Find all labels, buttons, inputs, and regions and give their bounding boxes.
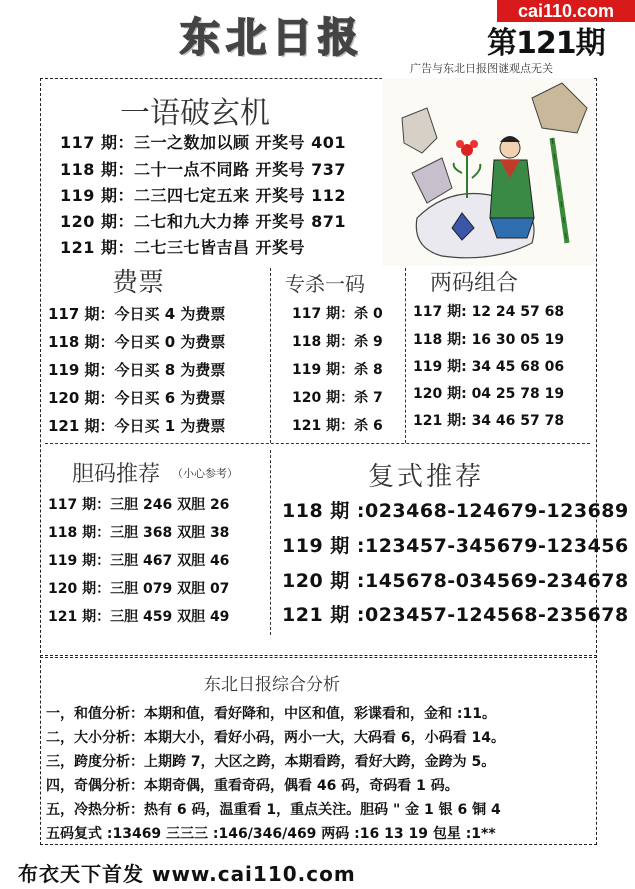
dan-row: 120 期：三胆 079 双胆 07	[48, 581, 230, 597]
dan-row: 119 期：三胆 467 双胆 46	[48, 553, 230, 569]
newspaper-masthead: 东北日报	[180, 14, 364, 61]
pair-row: 120 期: 04 25 78 19	[413, 386, 565, 402]
riddle-row: 120 期：二七和九大力捧 开奖号 871	[60, 212, 347, 231]
ticket-row: 117 期：今日买 4 为费票	[48, 305, 226, 323]
column-divider	[270, 450, 271, 635]
pair-row: 121 期: 34 46 57 78	[413, 413, 565, 429]
fushi-row: 118 期 :023468-124679-123689	[282, 500, 629, 522]
analysis-row: 三，跨度分析：上期跨 7，大区之跨，本期看跨，看好大跨，金跨为 5。	[46, 754, 496, 770]
dan-row: 117 期：三胆 246 双胆 26	[48, 497, 230, 513]
riddle-row: 118 期：二十一点不同路 开奖号 737	[60, 160, 347, 179]
kill-row: 119 期：杀 8	[292, 362, 383, 378]
kill-row: 120 期：杀 7	[292, 390, 383, 406]
analysis-row: 五码复式 :13469 三三三 :146/346/469 两码 :16 13 19 包星 :1**	[46, 826, 496, 842]
pair-row: 118 期: 16 30 05 19	[413, 332, 565, 348]
site-badge[interactable]: cai110.com	[497, 0, 635, 22]
kill-section-title: 专杀一码	[285, 272, 365, 296]
ticket-row: 119 期：今日买 8 为费票	[48, 361, 226, 379]
footer-site-link[interactable]: 布衣天下首发 www.cai110.com	[18, 862, 356, 886]
analysis-row: 五，冷热分析：热有 6 码，温重看 1，重点关注。胆码 " 金 1 银 6 铜 4	[46, 802, 501, 818]
pair-row: 117 期: 12 24 57 68	[413, 304, 565, 320]
ticket-row: 118 期：今日买 0 为费票	[48, 333, 226, 351]
riddle-row: 121 期：二七三七皆吉昌 开奖号	[60, 238, 306, 257]
ticket-section-title: 费票	[112, 268, 165, 298]
fushi-row: 119 期 :123457-345679-123456	[282, 535, 629, 557]
fushi-row: 121 期 :023457-124568-235678	[282, 604, 629, 626]
ticket-row: 120 期：今日买 6 为费票	[48, 389, 226, 407]
kill-row: 117 期：杀 0	[292, 306, 383, 322]
column-divider	[405, 268, 406, 443]
kill-row: 118 期：杀 9	[292, 334, 383, 350]
column-divider	[270, 268, 271, 443]
issue-number: 第121期	[487, 26, 605, 61]
dan-row: 118 期：三胆 368 双胆 38	[48, 525, 230, 541]
pair-section-title: 两码组合	[430, 271, 519, 296]
pair-row: 119 期: 34 45 68 06	[413, 359, 565, 375]
dan-section-title: 胆码推荐	[72, 462, 161, 487]
dan-row: 121 期：三胆 459 双胆 49	[48, 609, 230, 625]
kill-row: 121 期：杀 6	[292, 418, 383, 434]
analysis-row: 四，奇偶分析：本期奇偶，重看奇码，偶看 46 码，奇码看 1 码。	[46, 778, 459, 794]
riddle-row: 117 期：三一之数加以顾 开奖号 401	[60, 133, 347, 152]
fushi-row: 120 期 :145678-034569-234678	[282, 570, 629, 592]
analysis-row: 二，大小分析：本期大小，看好小码，两小一大，大码看 6，小码看 14。	[46, 730, 505, 746]
row-divider	[45, 443, 590, 444]
disclaimer-text: 广告与东北日报图谜观点无关	[410, 62, 553, 75]
scholar-illustration-icon	[382, 78, 594, 266]
ticket-row: 121 期：今日买 1 为费票	[48, 417, 226, 435]
dan-section-subtitle: （小心参考）	[172, 467, 238, 480]
analysis-section-title: 东北日报综合分析	[204, 675, 340, 695]
riddle-row: 119 期：二三四七定五来 开奖号 112	[60, 186, 347, 205]
fushi-section-title: 复式推荐	[368, 462, 485, 492]
riddle-section-title: 一语破玄机	[120, 96, 270, 131]
analysis-row: 一，和值分析：本期和值，看好降和，中区和值，彩谍看和，金和 :11。	[46, 706, 496, 722]
